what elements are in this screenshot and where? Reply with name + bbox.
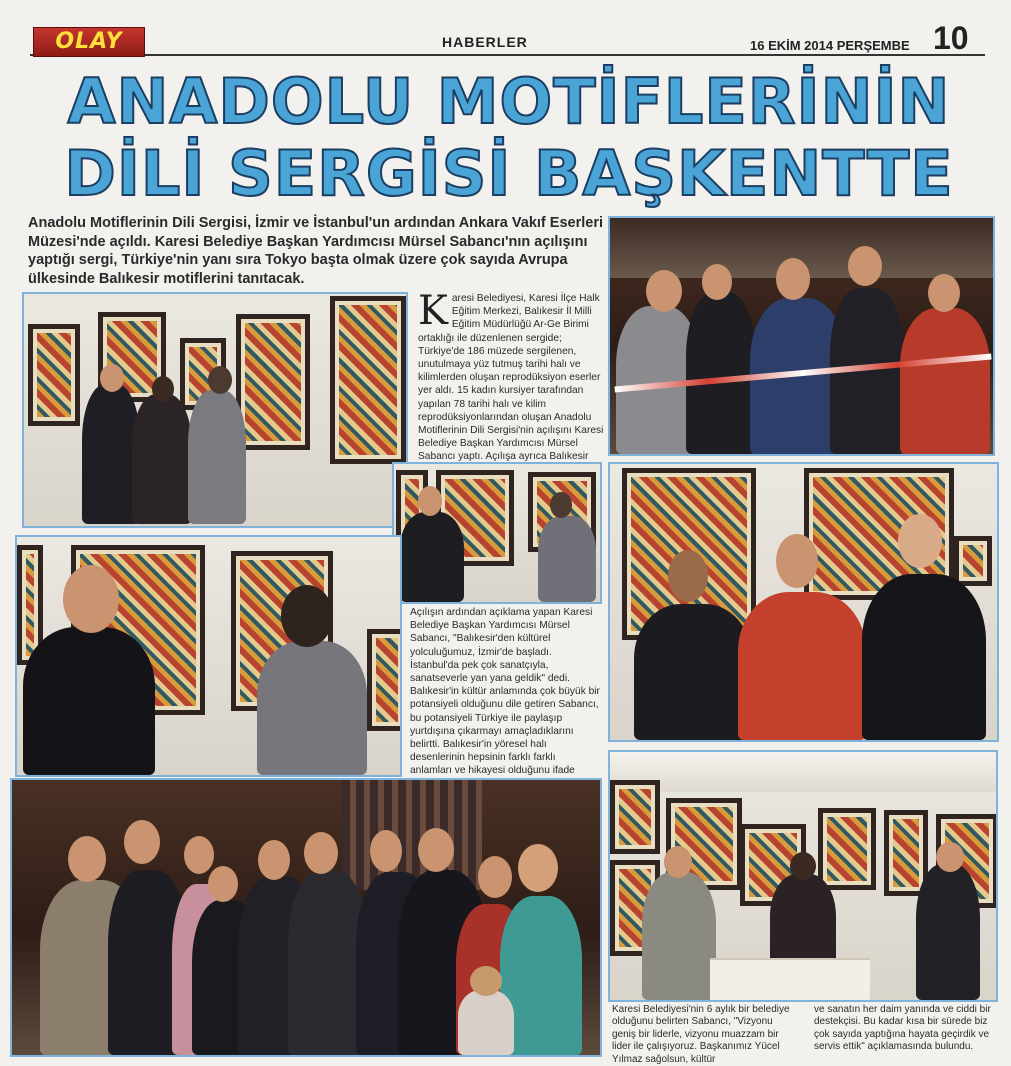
- section-label: HABERLER: [442, 34, 528, 50]
- photo-group: [10, 778, 602, 1057]
- issue-date: 16 EKİM 2014 PERŞEMBE: [750, 38, 910, 53]
- photo-officials-viewing: [15, 535, 402, 777]
- newspaper-logo: OLAY: [33, 27, 145, 57]
- article-paragraph-3-left: Karesi Belediyesi'nin 6 aylık bir belediye olduğunu belirten Sabancı, "Vizyonu geniş bir liderle, vizyonu muazzam bir lider ile çalışıyoruz. Başkanımız Yücel Yılmaz sağolsun, kültür: [612, 1004, 790, 1065]
- article-paragraph-3-right: ve sanatın her daim yanında ve ciddi bir destekçisi. Bu kadar kısa bir sürede biz çok sayıda yaptığına hayata geçirdik ve servis ettik" açıklamasında bulundu.: [814, 1004, 991, 1053]
- photo-exhibition-hall: [608, 750, 998, 1002]
- page-number: 10: [933, 20, 969, 56]
- photo-visitors-rugs: [392, 462, 602, 604]
- photo-ribbon-cutting: [608, 216, 995, 456]
- headline: [28, 66, 990, 210]
- lead-paragraph: Anadolu Motiflerinin Dili Sergisi, İzmir ve İstanbul'un ardından Ankara Vakıf Eserleri Müzesi'nde açıldı. Karesi Belediye Başkan Yardımcısı Mürsel Sabancı'nın açılışını yaptığı sergi, Türkiye'nin yanı sıra Tokyo başta olmak üzere çok sayıda Avrupa ülkesinde Balıkesir motiflerini tanıtacak.: [28, 215, 603, 287]
- article-paragraph-1: aresi Belediyesi, Karesi İlçe Halk Eğitim Merkezi, Balıkesir İl Milli Eğitim Müdürlüğü Ar-Ge Birimi ortaklığı ile düzenlenen sergide; Türkiye'de 186 müzede sergilenen, unutulmaya yüz tutmuş tarihi halı ve kilimlerden oluşan reprodüksiyon eserler yer aldı. 15 kadın kursiyer tarafından yapılan 78 tarihi halı ve kilim reprodüksiyonlarından oluşan Anadolu Motiflerinin Dili Sergisi'nin açılışını Karesi Belediye Başkan Yardımcısı Mürsel Sabancı yaptı. Açılışa ayrıca Balıkesir: [418, 293, 604, 463]
- article-paragraph-2: Açılışın ardından açıklama yapan Karesi Belediye Başkan Yardımcısı Mürsel Sabancı, "Balıkesir'den kültürel yolculuğumuz, İzmir'de başladı. İstanbul'da pek çok sanatçıyla, sanatseverle yan yana geldik" dedi. Balıkesir'in kültür anlamında çok büyük bir potansiyeli olduğunu dile getiren Sabancı, bu potansiyeli Türkiye ile paylaşıp yurtdışına çıkarmayı amaçladıklarını belirtti. Balıkesir'in yöresel halı desenlerinin hepsinin farklı farklı anlamları ve hikayesi olduğunu ifade: [410, 607, 600, 777]
- photo-three-women: [608, 462, 999, 742]
- dropcap: K: [418, 288, 448, 334]
- photo-exhibition-wall-1: [22, 292, 408, 528]
- headline-line-2: DİLİ SERGİSİ BAŞKENTTE: [64, 137, 954, 210]
- headline-line-1: ANADOLU MOTİFLERİNİN: [67, 65, 951, 138]
